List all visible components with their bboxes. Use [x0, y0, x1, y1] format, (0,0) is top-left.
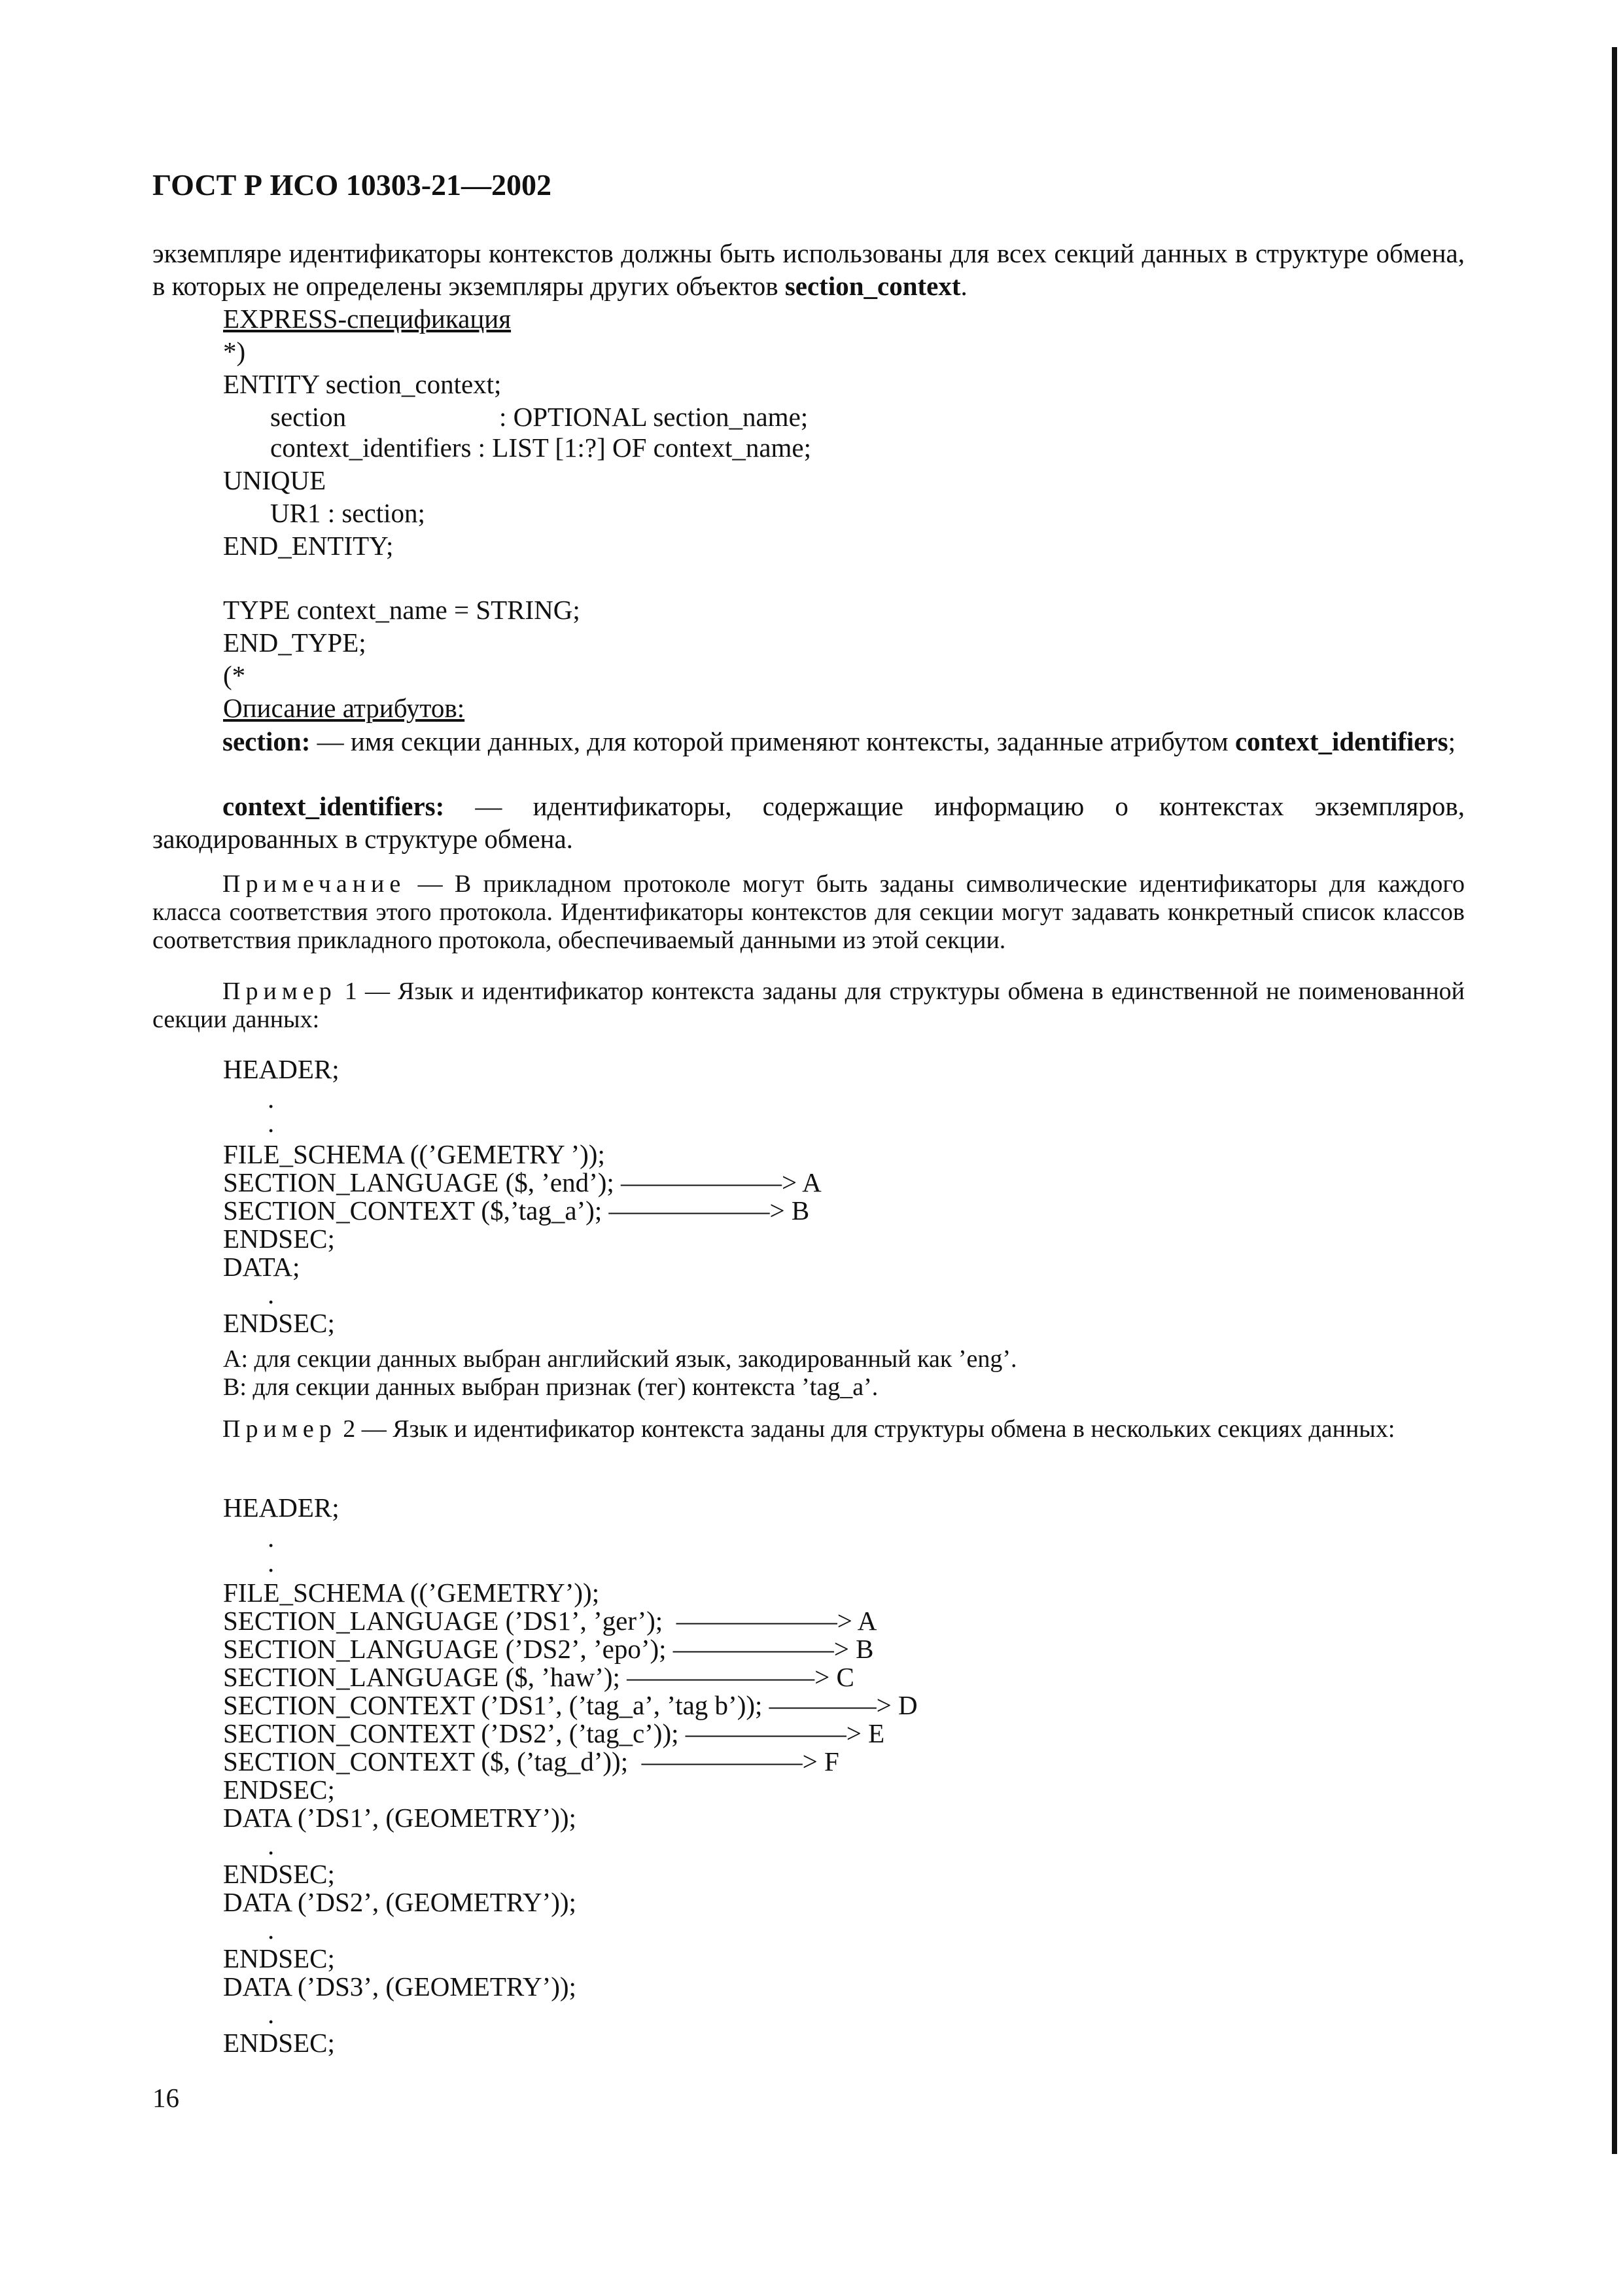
- example2-line: DATA (’DS3’, (GEOMETRY’));: [223, 1971, 576, 2002]
- example2-line: ENDSEC;: [223, 1775, 335, 1805]
- example2-line: DATA (’DS1’, (GEOMETRY’));: [223, 1803, 576, 1833]
- ellipsis-dot: .: [268, 1108, 275, 1138]
- example-text: 2 — Язык и идентификатор контекста заданы для структуры обмена в нескольких секциях данных:: [336, 1415, 1395, 1443]
- spec-line: UR1 : section;: [270, 498, 425, 528]
- page-number: 16: [152, 2083, 179, 2113]
- spec-line: UNIQUE: [223, 465, 326, 495]
- page-edge-line: [1612, 47, 1617, 2154]
- attribute-text: — идентификаторы, содержащие информацию о контекстах экземпляров, закодированных в структуре обмена.: [152, 791, 1465, 854]
- spec-line: section: [270, 402, 347, 432]
- example1-line: FILE_SCHEMA ((’GEMETRY ’));: [223, 1139, 605, 1169]
- example1-note: A: для секции данных выбран английский язык, закодированный как ’eng’.: [223, 1345, 1017, 1373]
- spec-heading: EXPRESS-спецификация: [223, 304, 512, 334]
- example2-line: SECTION_LANGUAGE (’DS1’, ’ger’); ——————> A: [223, 1606, 877, 1636]
- attribute-section: [152, 725, 1465, 758]
- attribute-term: section:: [222, 726, 311, 756]
- intro-end: .: [960, 271, 968, 301]
- attribute-context-identifiers: [152, 790, 1465, 855]
- spec-line: END_ENTITY;: [223, 531, 394, 561]
- spec-line: TYPE context_name = STRING;: [223, 595, 580, 625]
- example1-line: DATA;: [223, 1252, 300, 1282]
- document-header: ГОСТ Р ИСО 10303-21—2002: [152, 168, 552, 202]
- example1-line: SECTION_CONTEXT ($,’tag_a’); ——————> B: [223, 1195, 810, 1226]
- spec-line: : OPTIONAL section_name;: [499, 402, 809, 432]
- attribute-term: context_identifiers:: [222, 791, 445, 821]
- ellipsis-dot: .: [268, 1830, 275, 1860]
- example2-line: ENDSEC;: [223, 2028, 335, 2058]
- attributes-heading: Описание атрибутов:: [223, 693, 465, 723]
- example2-line: ENDSEC;: [223, 1943, 335, 1973]
- example2-line: SECTION_CONTEXT (’DS2’, (’tag_c’)); ——————> E: [223, 1718, 885, 1748]
- ellipsis-dot: .: [268, 1279, 275, 1309]
- example1-note: B: для секции данных выбран признак (тег) контекста ’tag_a’.: [223, 1373, 879, 1401]
- example2-line: SECTION_LANGUAGE ($, ’haw’); ———————> C: [223, 1662, 854, 1692]
- intro-entity-ref: section_context: [784, 271, 961, 301]
- spec-line: END_TYPE;: [223, 627, 366, 658]
- example-text: 1 — Язык и идентификатор контекста заданы для структуры обмена в единственной не поименованной секции данных:: [152, 978, 1465, 1033]
- example1-line: ENDSEC;: [223, 1224, 335, 1254]
- spec-line: (*: [223, 660, 246, 690]
- spec-line: *): [223, 336, 246, 366]
- attribute-ref: context_identifiers: [1234, 726, 1448, 756]
- attribute-end: ;: [1448, 726, 1456, 756]
- ellipsis-dot: .: [268, 1547, 275, 1578]
- note-paragraph: [152, 870, 1465, 955]
- intro-text: экземпляре идентификаторы контекстов должны быть использованы для всех секций данных в структуре обмена, в которых не определены экземпляры других объектов: [152, 238, 1465, 301]
- example-label: Пример: [222, 1415, 337, 1443]
- example1-intro: [152, 978, 1465, 1034]
- example1-line: SECTION_LANGUAGE ($, ’end’); ——————> A: [223, 1167, 822, 1197]
- spec-line: ENTITY section_context;: [223, 369, 502, 399]
- spec-line: context_identifiers : LIST [1:?] OF context_name;: [270, 433, 812, 463]
- example2-line: ENDSEC;: [223, 1859, 335, 1889]
- attribute-text: — имя секции данных, для которой применяют контексты, заданные атрибутом: [310, 726, 1235, 756]
- ellipsis-dot: .: [268, 1523, 275, 1553]
- example1-line: ENDSEC;: [223, 1308, 335, 1338]
- ellipsis-dot: .: [268, 1084, 275, 1114]
- example2-line: SECTION_CONTEXT (’DS1’, (’tag_a’, ’tag b’)); ————> D: [223, 1690, 918, 1720]
- example2-line: HEADER;: [223, 1492, 340, 1523]
- ellipsis-dot: .: [268, 1915, 275, 1945]
- example2-line: DATA (’DS2’, (GEOMETRY’));: [223, 1887, 576, 1917]
- note-text: — В прикладном протоколе могут быть заданы символические идентификаторы для каждого класса соответствия этого протокола. Идентификаторы контекстов для секции могут задавать конкретный список классов соответствия прикладного протокола, обеспечиваемый данными из этой секции.: [152, 870, 1465, 954]
- example2-line: SECTION_LANGUAGE (’DS2’, ’epo’); ——————> B: [223, 1634, 874, 1664]
- example1-line: HEADER;: [223, 1054, 340, 1084]
- example2-line: SECTION_CONTEXT ($, (’tag_d’)); ——————> F: [223, 1746, 839, 1776]
- example2-intro: [152, 1415, 1465, 1443]
- intro-paragraph: [152, 237, 1465, 302]
- ellipsis-dot: .: [268, 1999, 275, 2029]
- example2-line: FILE_SCHEMA ((’GEMETRY’));: [223, 1578, 600, 1608]
- example-label: Пример: [222, 978, 337, 1005]
- note-label: Примечание: [222, 870, 406, 898]
